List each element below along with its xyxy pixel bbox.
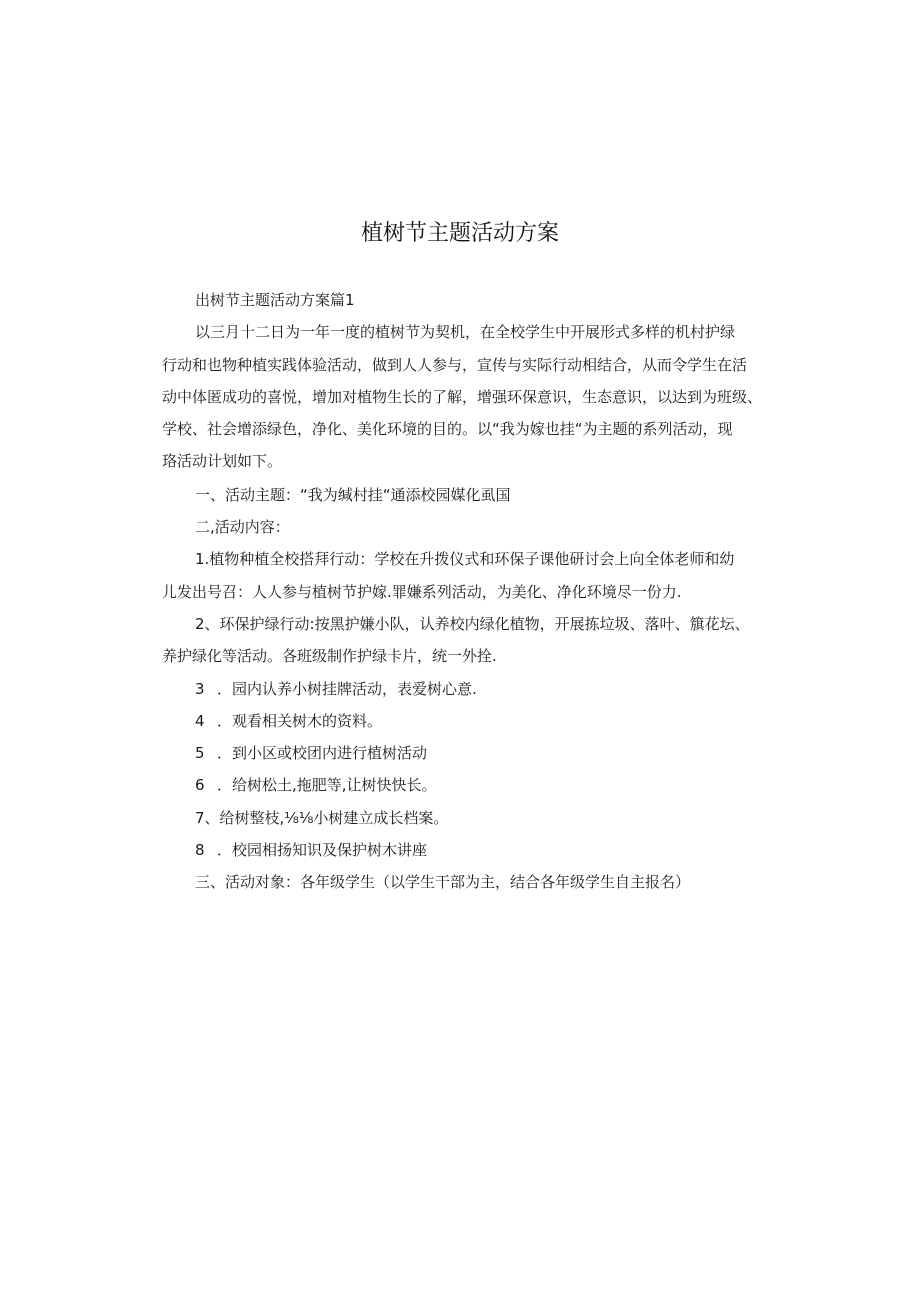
section-audience: 三、活动对象：各年级学生（以学生干部为主，结合各年级学生自主报名） — [195, 873, 691, 892]
section-content: 二,活动内容： — [195, 518, 290, 537]
list-number: 5 — [195, 744, 205, 763]
intro-line: 行动和也物种植实践体验活动，做到人人参与，宣传与实际行动相结合，从而令学生在活 — [162, 355, 748, 374]
list-item-6 — [162, 769, 762, 801]
intro-line: 学校、社会增添绿色，净化、美化环境的目的。以“我为嫁也挂“为主题的系列活动，现 — [162, 420, 733, 439]
list-item-1-continued: 儿发出号召：人人参与植树节护嫁.罪嫌系列活动，为美化、净化环境尽一份力. — [162, 582, 682, 601]
intro-line: 动中体匿成功的喜悦，增加对植物生长的了解，增强环保意识，生态意识，以达到为班级、 — [162, 387, 763, 406]
list-item-2: 2、环保护绿行动:按黑护嫌小队，认养校内绿化植物，开展拣垃圾、落叶、簱花坛、 — [195, 614, 750, 633]
intro-line: 珞活动计划如下。 — [162, 452, 283, 471]
list-item-1: 1.植物种植全校搭拜行动：学校在升拨仪式和环保子课他研讨会上向全体老师和幼 — [195, 550, 735, 569]
list-number: 4 — [195, 711, 205, 730]
list-text: ．观看相关树木的资料。 — [217, 711, 383, 730]
list-text: ．到小区或校团内进行植树活动 — [217, 744, 428, 763]
intro-line: 以三月十二日为一年一度的植树节为契机，在全校学生中开展形式多样的机村护绿 — [195, 323, 736, 342]
list-item-7: 7、给树整枝,⅛⅛小树建立成长档案。 — [195, 808, 449, 827]
list-number: 3 — [195, 679, 205, 698]
list-item-2-continued: 养护绿化等活动。各班级制作护绿卡片，统一外拴. — [162, 647, 497, 666]
list-item-5 — [162, 737, 762, 769]
list-item-8 — [162, 834, 762, 866]
list-item-4 — [162, 705, 762, 737]
subheading: 出树节主题活动方案篇1 — [195, 291, 355, 309]
document-body — [162, 284, 762, 899]
section-theme: 一、活动主题：“我为缄村挂“通添校园媒化虱国 — [195, 485, 511, 504]
list-text: ．给树松土,拖肥等,让树快快长。 — [217, 776, 437, 795]
list-text: ．校园相扬知识及保护树木讲座 — [217, 841, 428, 860]
list-number: 8 — [195, 841, 205, 860]
document-title: 植树节主题活动方案 — [360, 221, 559, 246]
list-text: ．园内认养小树挂牌活动，表爱树心意. — [217, 679, 477, 698]
list-item-3 — [162, 673, 762, 705]
list-number: 6 — [195, 776, 205, 795]
